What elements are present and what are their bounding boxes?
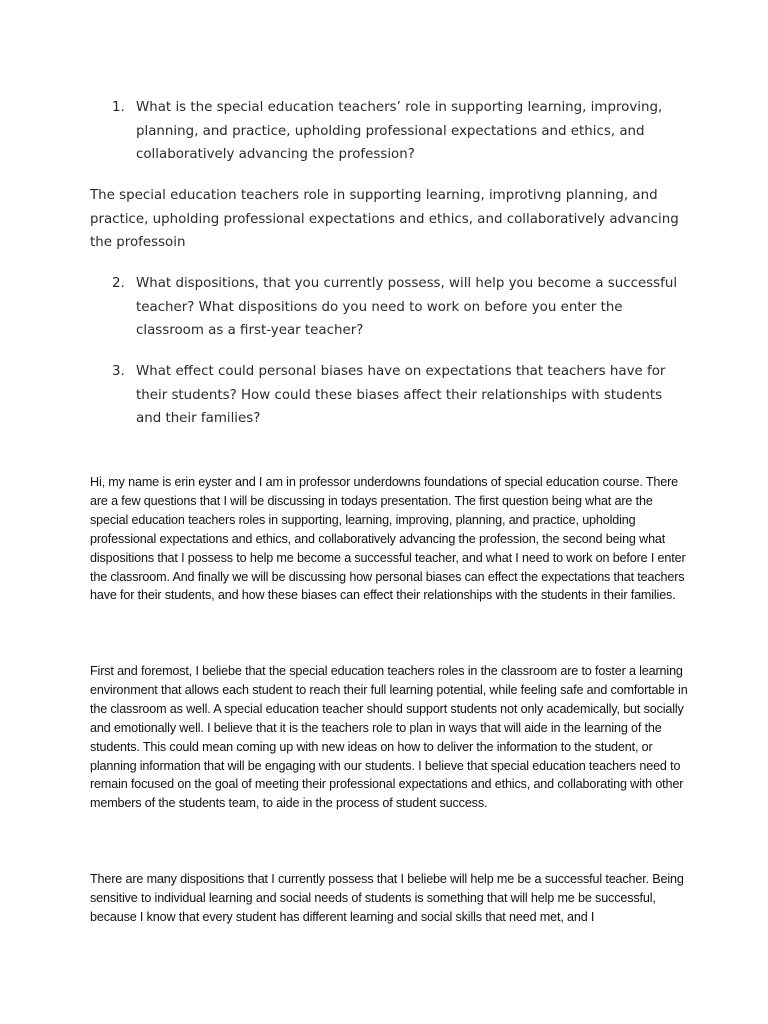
question-2 <box>90 272 690 343</box>
question-1 <box>90 96 690 167</box>
question-3-text: What effect could personal biases have on expectations that teachers have for their students? How could these biases affect their relationships with students and their families? <box>136 364 666 426</box>
dispositions-paragraph: There are many dispositions that I currently possess that I beliebe will help me be a successful teacher. Being sensitive to individual learning and social needs of students is something that will help me be successful, because I know that every student has different learning and social skills that need met, and I <box>90 872 684 924</box>
question-3 <box>90 360 690 431</box>
roles-paragraph: First and foremost, I beliebe that the special education teachers roles in the classroom are to foster a learning environment that allows each student to reach their full learning potential, while feeling safe and comfortable in the classroom as well. A special education teacher should support students not only academically, but socially and emotionally well. I believe that it is the teachers role to plan in ways that will aide in the learning of the students. This could mean coming up with new ideas on how to deliver the information to the student, or planning information that will be engaging with our students. I believe that special education teachers need to remain focused on the goal of meeting their professional expectations and ethics, and collaborating with other members of the students team, to aide in the process of student success. <box>90 664 688 811</box>
question-3-number: 3. <box>112 364 125 379</box>
answer-1-text: The special education teachers role in supporting learning, improtivng planning, and practice, upholding professional expectations and ethics, and collaboratively advancing the professoin <box>90 188 679 250</box>
question-1-number: 1. <box>112 100 125 115</box>
question-2-number: 2. <box>112 276 125 291</box>
question-1-text: What is the special education teachers’ role in supporting learning, improving, planning, and practice, upholding professional expectations and ethics, and collaboratively advancing the profession? <box>136 100 663 162</box>
question-2-text: What dispositions, that you currently possess, will help you become a successful teacher? What dispositions do you need to work on before you enter the classroom as a first-year teacher? <box>136 276 678 338</box>
intro-paragraph: Hi, my name is erin eyster and I am in professor underdowns foundations of special education course. There are a few questions that I will be discussing in todays presentation. The first question being what are the special education teachers roles in supporting, learning, improving, planning, and practice, upholding professional expectations and ethics, and collaboratively advancing the profession, the second being what dispositions that I possess to help me become a successful teacher, and what I need to work on before I enter the classroom. And finally we will be discussing how personal biases can effect the expectations that teachers have for their students, and how these biases can effect their relationships with the students in their families. <box>90 475 686 603</box>
